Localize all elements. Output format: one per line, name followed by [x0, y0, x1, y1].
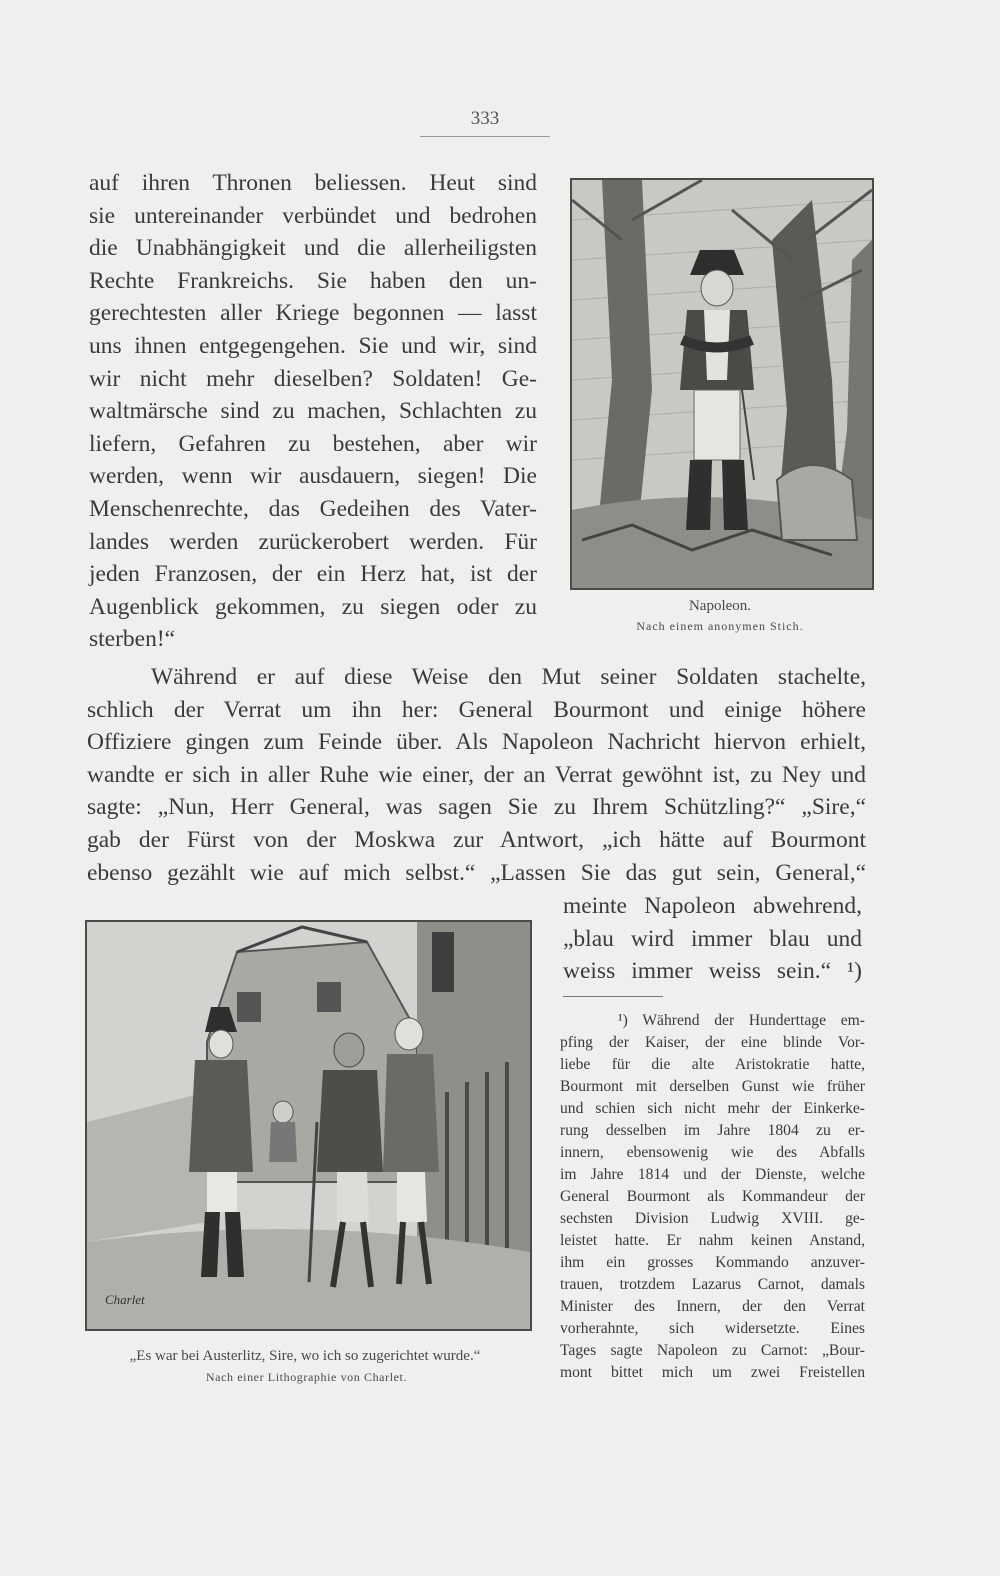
- footnote: [560, 1010, 865, 1384]
- footnote-line: rung desselben im Jahre 1804 zu er-: [560, 1122, 865, 1139]
- text-line: Während er auf diese Weise den Mut seiner Soldaten stachelte,: [151, 664, 866, 690]
- napoleon-engraving-image: [572, 180, 872, 588]
- text-line: Augenblick gekommen, zu siegen oder zu: [89, 593, 537, 620]
- footnote-line: im Jahre 1814 und der Dienste, welche: [560, 1166, 865, 1183]
- text-line: ebenso gezählt wie auf mich selbst.“ „Lassen Sie das gut sein, General,“: [87, 859, 866, 886]
- footnote-line: Tages sagte Napoleon zu Carnot: „Bour-: [560, 1342, 865, 1359]
- footnote-line: General Bourmont als Kommandeur der: [560, 1188, 865, 1205]
- text-line: liefern, Gefahren zu bestehen, aber wir: [89, 430, 537, 457]
- text-line: Offiziere gingen zum Feinde über. Als Napoleon Nachricht hiervon erhielt,: [87, 729, 866, 756]
- footnote-line: Bourmont mit derselben Gunst wie früher: [560, 1078, 865, 1095]
- paragraph-text: [87, 661, 866, 889]
- austerlitz-lithograph: [85, 920, 532, 1331]
- footnote-line: und schien sich nicht mehr der Einkerke-: [560, 1100, 865, 1117]
- footnote-line: ihm ein grosses Kommando anzuver-: [560, 1254, 865, 1271]
- footnote-line: innern, ebensowenig wie des Abfalls: [560, 1144, 865, 1161]
- text-line: auf ihren Thronen beliessen. Heut sind: [89, 170, 537, 196]
- text-line: die Unabhängigkeit und die allerheiligsten: [89, 235, 537, 262]
- text-line: weiss immer weiss sein.“ ¹): [563, 958, 862, 985]
- text-line: landes werden zurückerobert werden. Für: [89, 528, 537, 555]
- footnote-line: vorherahnte, sich widersetzte. Eines: [560, 1320, 865, 1337]
- text-line: meinte Napoleon abwehrend,: [563, 893, 862, 919]
- text-line: Rechte Frankreichs. Sie haben den un-: [89, 267, 537, 294]
- austerlitz-caption-title: „Es war bei Austerlitz, Sire, wo ich so zugerichtet wurde.“: [129, 1348, 481, 1364]
- austerlitz-caption-credit: Nach einer Lithographie von Charlet.: [205, 1370, 408, 1384]
- column-text: [89, 167, 537, 656]
- text-line: wir nicht mehr dieselben? Soldaten! Ge-: [89, 365, 537, 392]
- artist-signature: Charlet: [105, 1292, 145, 1307]
- footnote-line: mont bittet mich um zwei Freistellen: [560, 1364, 865, 1381]
- napoleon-engraving: [570, 178, 874, 590]
- text-line: uns ihnen entgegengehen. Sie und wir, sind: [89, 332, 537, 359]
- footnote-line: leistet hatte. Er nahm keinen Anstand,: [560, 1232, 865, 1249]
- text-line: waltmärsche sind zu machen, Schlachten zu: [89, 398, 537, 425]
- text-line: wandte er sich in aller Ruhe wie einer, der an Verrat gewöhnt ist, zu Ney und: [87, 761, 866, 788]
- footnote-line: pfing der Kaiser, der eine blinde Vor-: [560, 1034, 865, 1051]
- napoleon-caption-credit: Nach einem anonymen Stich.: [636, 619, 804, 633]
- text-line: sterben!“: [89, 626, 176, 653]
- page-number: 333: [420, 108, 550, 137]
- footnote-line: liebe für die alte Aristokratie hatte,: [560, 1056, 865, 1073]
- text-line: werden, wenn wir ausdauern, siegen! Die: [89, 463, 537, 490]
- text-line: gab der Fürst von der Moskwa zur Antwort, „ich hätte auf Bourmont: [87, 826, 866, 853]
- text-line: jeden Franzosen, der ein Herz hat, ist der: [89, 561, 537, 588]
- text-line: Menschenrechte, das Gedeihen des Vater-: [89, 495, 537, 522]
- footnote-rule: [563, 996, 663, 997]
- text-line: gerechtesten aller Kriege begonnen — lasst: [89, 300, 537, 327]
- footnote-line: ¹) Während der Hunderttage em-: [618, 1012, 865, 1029]
- napoleon-caption-title: Napoleon.: [688, 598, 752, 614]
- text-line: „blau wird immer blau und: [563, 925, 862, 952]
- right-column-text: [563, 890, 862, 988]
- footnote-line: Minister des Innern, der den Verrat: [560, 1298, 865, 1315]
- footnote-line: trauen, trotzdem Lazarus Carnot, damals: [560, 1276, 865, 1293]
- austerlitz-lithograph-image: [87, 922, 530, 1329]
- footnote-line: sechsten Division Ludwig XVIII. ge-: [560, 1210, 865, 1227]
- text-line: sagte: „Nun, Herr General, was sagen Sie zu Ihrem Schützling?“ „Sire,“: [87, 794, 866, 821]
- text-line: schlich der Verrat um ihn her: General Bourmont und einige höhere: [87, 696, 866, 723]
- text-line: sie untereinander verbündet und bedrohen: [89, 202, 537, 229]
